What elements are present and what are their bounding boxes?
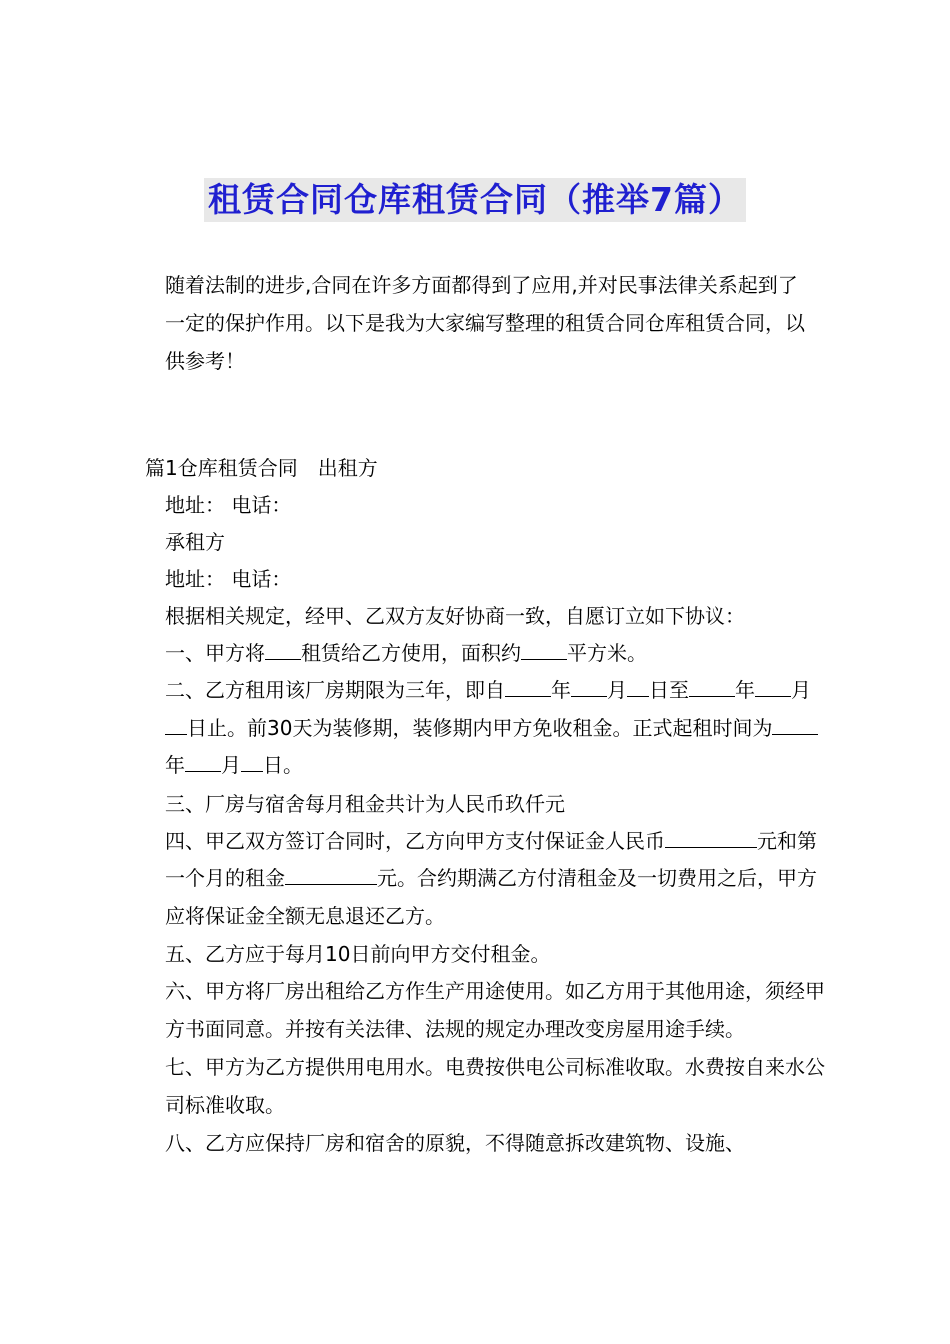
document-title: 租赁合同仓库租赁合同（推举7篇） [204, 178, 746, 222]
lessor-address: 地址： 电话： [165, 493, 292, 517]
blank-line [505, 676, 551, 697]
clause-2-part-c: 月 [607, 678, 627, 702]
contract-body [145, 450, 825, 1162]
blank-line [165, 714, 187, 735]
clause-4 [145, 823, 825, 936]
clause-2-part-h: 年 [165, 753, 185, 777]
clause-4-part-c: 元。合约期满乙方付清租金及一切费用之后，甲方应将保证金全额无息退还乙方。 [165, 866, 817, 928]
clause-4-part-a: 四、甲乙双方签订合同时，乙方向甲方支付保证金人民币 [165, 828, 665, 853]
clause-1 [145, 635, 825, 672]
title-container [0, 178, 950, 222]
blank-line [627, 676, 649, 697]
clause-1-part-a: 一、甲方将 [165, 641, 265, 665]
blank-line [755, 676, 791, 697]
clause-2-part-d: 日至 [649, 678, 689, 702]
clause-2 [145, 672, 825, 785]
intro-paragraph [145, 266, 810, 380]
clause-2-part-g: 日止。前30天为装修期，装修期内甲方免收租金。正式起租时间为 [187, 715, 773, 740]
blank-line [665, 827, 745, 848]
lessee-address: 地址： 电话： [165, 567, 292, 591]
blank-line [521, 639, 567, 660]
clause-1-part-c: 平方米。 [567, 641, 647, 665]
clause-4-part-b: 元和第一个月的租金 [165, 828, 817, 890]
blank-line [571, 676, 607, 697]
blank-line [772, 714, 818, 735]
clause-2-part-a: 二、乙方租用该厂房期限为三年，即自 [165, 678, 505, 702]
blank-line [745, 827, 757, 848]
clause-5: 五、乙方应于每月10日前向甲方交付租金。 [165, 942, 551, 966]
section-heading: 篇1仓库租赁合同 出租方 [145, 456, 378, 480]
clause-7: 七、甲方为乙方提供用电用水。电费按供电公司标准收取。水费按自来水公司标准收取。 [165, 1055, 825, 1117]
clause-2-part-i: 月 [221, 753, 241, 777]
blank-line [241, 751, 263, 772]
blank-line [265, 639, 301, 660]
clause-2-part-b: 年 [551, 678, 571, 702]
clause-intro: 根据相关规定，经甲、乙双方友好协商一致，自愿订立如下协议： [165, 604, 745, 628]
blank-line [285, 864, 377, 885]
clause-2-part-e: 年 [735, 678, 755, 702]
clause-8: 八、乙方应保持厂房和宿舍的原貌，不得随意拆改建筑物、设施、 [165, 1131, 745, 1155]
lessee-label: 承租方 [165, 530, 225, 554]
clause-2-part-j: 日。 [263, 753, 303, 777]
blank-line [185, 751, 221, 772]
clause-3: 三、厂房与宿舍每月租金共计为人民币玖仟元 [165, 791, 565, 816]
clause-6: 六、甲方将厂房出租给乙方作生产用途使用。如乙方用于其他用途，须经甲方书面同意。并按有关法律、法规的规定办理改变房屋用途手续。 [165, 979, 825, 1041]
clause-1-part-b: 租赁给乙方使用，面积约 [301, 641, 521, 665]
clause-2-part-f: 月 [791, 678, 811, 702]
blank-line [689, 676, 735, 697]
intro-text: 随着法制的进步,合同在许多方面都得到了应用,并对民事法律关系起到了一定的保护作用。以下是我为大家编写整理的租赁合同仓库租赁合同，以供参考！ [165, 273, 805, 373]
